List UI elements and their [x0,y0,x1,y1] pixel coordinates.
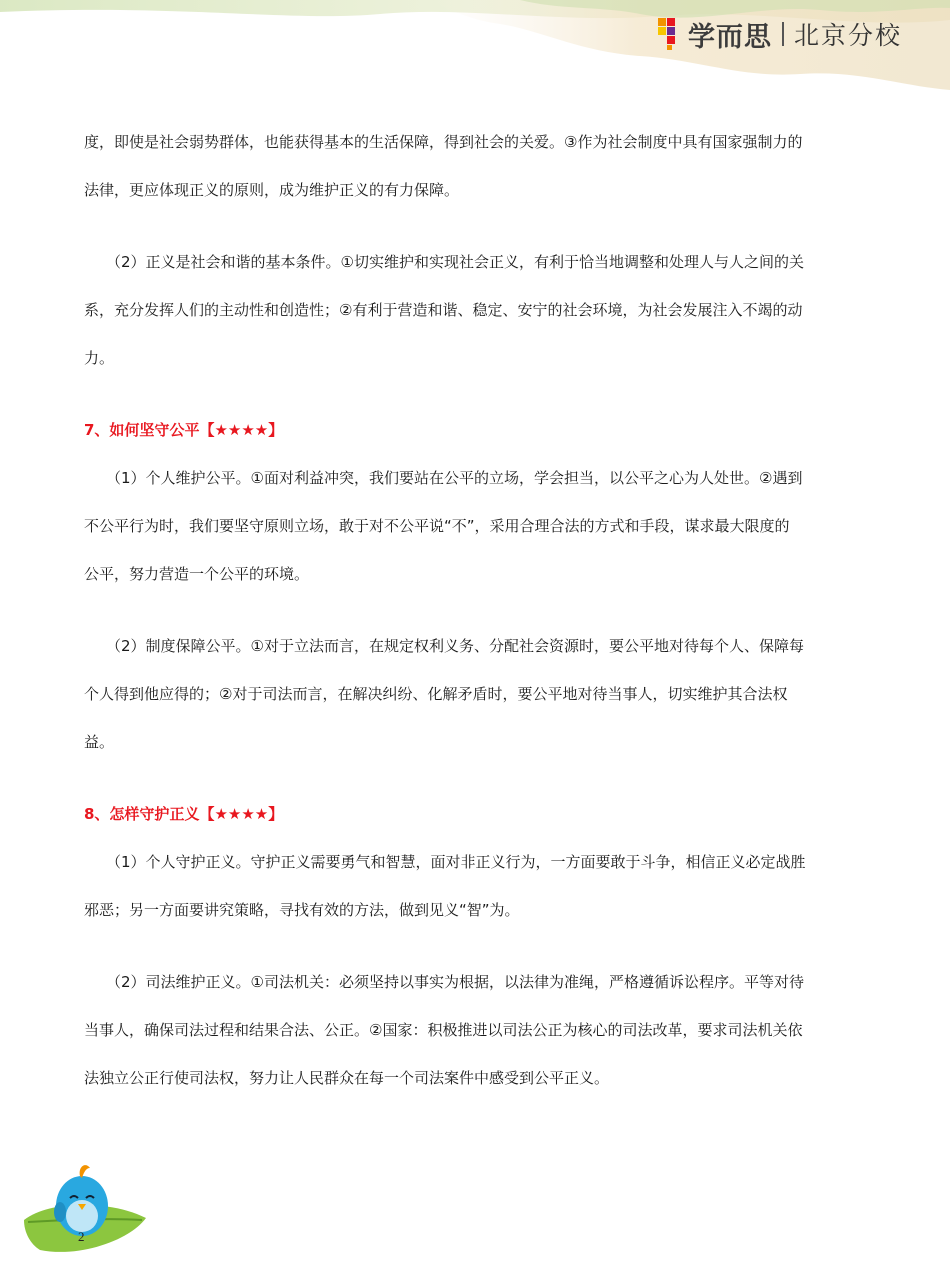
text-line: （2）正义是社会和谐的基本条件。①切实维护和实现社会正义，有利于恰当地调整和处理人与人之间的关 [106,253,804,271]
text-line: （2）司法维护正义。①司法机关：必须坚持以事实为根据，以法律为准绳，严格遵循诉讼程序。平等对待 [106,973,804,991]
text-line: 当事人，确保司法过程和结果合法、公正。②国家：积极推进以司法公正为核心的司法改革，要求司法机关依 [84,1021,803,1039]
bird-mascot-icon [20,1160,150,1260]
logo-mark-icon [656,16,682,52]
text-line: 不公平行为时，我们要坚守原则立场，敢于对不公平说“不”，采用合理合法的方式和手段，谋求最大限度的 [84,517,790,535]
section-8-paragraph-1 [84,838,868,934]
school-logo [656,14,902,54]
intro-paragraph [84,118,868,214]
document-body [84,118,868,1126]
text-line: 系，充分发挥人们的主动性和创造性；②有利于营造和谐、稳定、安宁的社会环境，为社会发展注入不竭的动 [84,301,803,319]
text-line: 法独立公正行使司法权，努力让人民群众在每一个司法案件中感受到公平正义。 [84,1069,610,1087]
section-7-paragraph-2 [84,622,868,766]
paragraph-justice-harmony [84,238,868,382]
text-line: 力。 [84,349,115,367]
text-line: 邪恶；另一方面要讲究策略，寻找有效的方法，做到见义“智”为。 [84,901,520,919]
text-line: （1）个人维护公平。①面对利益冲突，我们要站在公平的立场，学会担当，以公平之心为人处世。②遇到 [106,469,803,487]
text-line: 益。 [84,733,115,751]
text-line: 个人得到他应得的；②对于司法而言，在解决纠纷、化解矛盾时，要公平地对待当事人，切实维护其合法权 [84,685,788,703]
section-8-paragraph-2 [84,958,868,1102]
section-7-paragraph-1 [84,454,868,598]
text-line: 法律，更应体现正义的原则，成为维护正义的有力保障。 [84,181,460,199]
section-7-heading: 7、如何坚守公平【★★★★】 [84,421,284,439]
logo-brand-text: 学而思 [688,21,772,53]
text-line: 度，即使是社会弱势群体，也能获得基本的生活保障，得到社会的关爱。③作为社会制度中具有国家强制力的 [84,133,803,151]
logo-school-text: 北京分校 [794,21,903,50]
page-number: 2 [78,1229,85,1244]
text-line: （2）制度保障公平。①对于立法而言，在规定权利义务、分配社会资源时，要公平地对待每个人、保障每 [106,637,804,655]
section-8-heading: 8、怎样守护正义【★★★★】 [84,805,284,823]
logo-divider [782,22,784,46]
text-line: 公平，努力营造一个公平的环境。 [84,565,310,583]
text-line: （1）个人守护正义。守护正义需要勇气和智慧，面对非正义行为，一方面要敢于斗争，相信正义必定战胜 [106,853,806,871]
